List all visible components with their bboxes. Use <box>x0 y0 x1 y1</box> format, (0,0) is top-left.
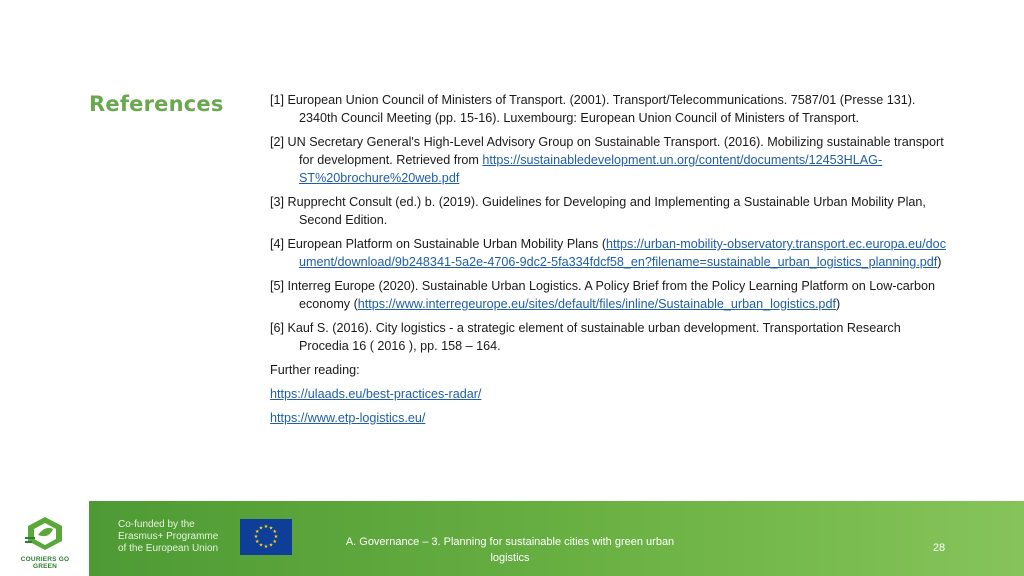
logo-area <box>0 501 89 576</box>
svg-text:★: ★ <box>272 539 277 545</box>
reference-text: [1] European Union Council of Ministers of Transport. (2001). Transport/Telecommunications. 7587/01 (Presse 131). 2340th Council Meeting (pp. 15-16). Luxembourg: European Union Council of Ministers of Transport. <box>270 93 916 125</box>
svg-text:★: ★ <box>258 525 264 532</box>
svg-text:★: ★ <box>268 525 274 532</box>
page-title: References <box>89 92 224 116</box>
cofund-line: of the European Union <box>118 543 219 554</box>
further-reading-link[interactable]: https://ulaads.eu/best-practices-radar/ <box>270 387 482 401</box>
svg-text:★: ★ <box>272 529 277 535</box>
svg-text:★: ★ <box>255 529 260 535</box>
reference-text: [6] Kauf S. (2016). City logistics - a strategic element of sustainable urban development. Transportation Research Procedia 16 ( 2016 ), pp. 158 – 164. <box>270 321 901 353</box>
reference-text: [5] Interreg Europe (2020). Sustainable Urban Logistics. A Policy Brief from the Policy Learning Platform on Low-carbon economy ( <box>270 279 936 311</box>
further-reading-label: Further reading: <box>270 363 360 377</box>
reference-2 <box>270 133 950 187</box>
cofund-line: Co-funded by the <box>118 519 195 530</box>
further-link-2 <box>270 409 950 427</box>
cofund-line: Erasmus+ Programme <box>118 531 219 542</box>
reference-link[interactable]: https://sustainabledevelopment.un.org/content/documents/12453HLAG-ST%20brochure%20web.pdf <box>299 153 883 185</box>
reference-text: [4] European Platform on Sustainable Urban Mobility Plans ( <box>270 237 607 251</box>
footer-section-title: A. Governance – 3. Planning for sustainable cities with green urban logistics <box>345 536 675 564</box>
page-number: 28 <box>932 542 946 554</box>
reference-text: [2] UN Secretary General's High-Level Advisory Group on Sustainable Transport. (2016). Mobilizing sustainable transport for development. Retrieved from <box>270 135 944 167</box>
reference-5 <box>270 277 950 313</box>
svg-text:★: ★ <box>263 544 269 550</box>
further-reading-link[interactable]: https://www.etp-logistics.eu/ <box>270 411 426 425</box>
reference-text: [3] Rupprecht Consult (ed.) b. (2019). Guidelines for Developing and Implementing a Sustainable Urban Mobility Plan, Second Edition. <box>270 195 926 227</box>
couriers-go-green-logo-icon <box>25 515 65 551</box>
svg-text:★: ★ <box>268 542 274 549</box>
svg-text:★: ★ <box>273 534 279 540</box>
reference-link[interactable]: https://www.interregeurope.eu/sites/default/files/inline/Sustainable_urban_logistics.pdf <box>357 297 836 311</box>
svg-text:★: ★ <box>258 542 264 549</box>
reference-3 <box>270 193 950 229</box>
cofund-text <box>118 519 233 555</box>
svg-text:★: ★ <box>253 534 259 540</box>
eu-flag-icon <box>240 519 292 555</box>
references-list <box>270 91 950 433</box>
reference-4 <box>270 235 950 271</box>
svg-text:★: ★ <box>263 524 269 530</box>
logo-text: COURIERS GO GREEN <box>20 556 70 570</box>
further-link-1 <box>270 385 950 403</box>
reference-after: ) <box>835 297 841 311</box>
reference-1 <box>270 91 950 127</box>
reference-link[interactable]: https://urban-mobility-observatory.transport.ec.europa.eu/document/download/9b248341-5a2e-4706-9dc2-5fa334fdcf58_en?filename=sustainable_urban_logistics_planning.pdf <box>299 237 946 269</box>
reference-6 <box>270 319 950 355</box>
svg-text:★: ★ <box>255 539 260 545</box>
reference-after: ) <box>937 255 942 269</box>
